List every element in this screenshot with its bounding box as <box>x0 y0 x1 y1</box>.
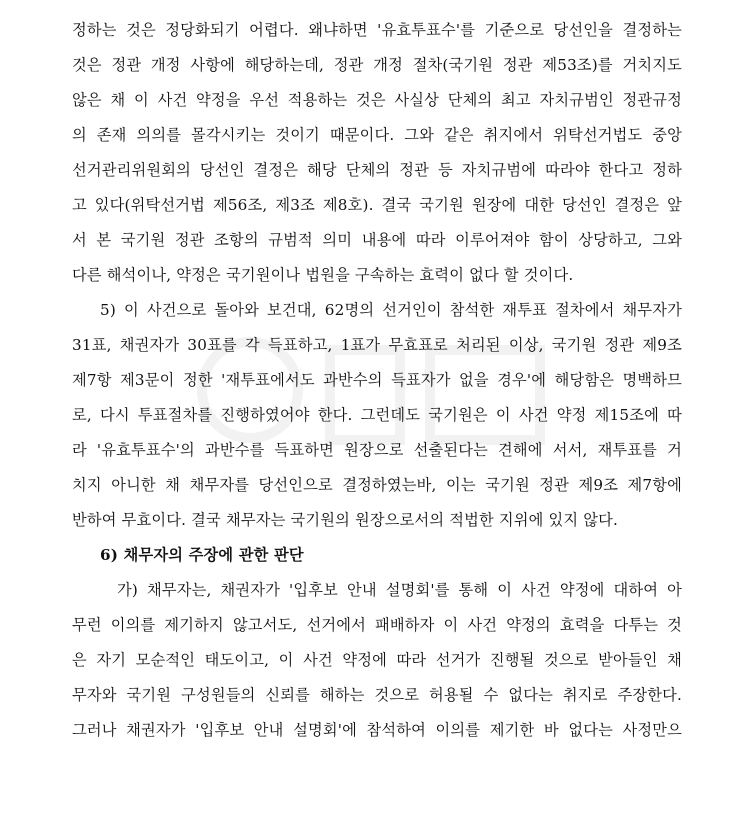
body-text-line: 31표, 채권자가 30표를 각 득표하고, 1표가 무효표로 처리된 이상, 국기원 정관 제9조 <box>72 336 682 354</box>
body-text-line: 무자와 국기원 구성원들의 신뢰를 해하는 것으로 허용될 수 없다는 취지로 주장한다. <box>72 686 682 704</box>
body-text-line: 제7항 제3문이 정한 '재투표에서도 과반수의 득표자가 없을 경우'에 해당함은 명백하므 <box>72 371 682 389</box>
body-text-line: 서 본 국기원 정관 조항의 규범적 의미 내용에 따라 이루어져야 함이 상당하고, 그와 <box>72 231 682 249</box>
body-text-line: 라 '유효투표수'의 과반수를 득표하면 원장으로 선출된다는 견해에 서서, 재투표를 거 <box>72 441 682 459</box>
body-text-line: 정하는 것은 정당화되기 어렵다. 왜냐하면 '유효투표수'를 기준으로 당선인을 결정하는 <box>72 21 682 39</box>
body-text-line: 치지 아니한 채 채무자를 당선인으로 결정하였는바, 이는 국기원 정관 제9조 제7항에 <box>72 476 682 494</box>
body-text-line: 것은 정관 개정 사항에 해당하는데, 정관 개정 절차(국기원 정관 제53조)를 거치지도 <box>72 56 682 74</box>
body-text-line: 무런 이의를 제기하지 않고서도, 선거에서 패배하자 이 사건 약정의 효력을 다투는 것 <box>72 616 682 634</box>
body-text-line: 고 있다(위탁선거법 제56조, 제3조 제8호). 결국 국기원 원장에 대한 당선인 결정은 앞 <box>72 196 682 214</box>
paragraph-ga-start: 가) 채무자는, 채권자가 '입후보 안내 설명회'를 통해 이 사건 약정에 대하여 아 <box>117 581 682 599</box>
body-text-line: 다른 해석이나, 약정은 국기원이나 법원을 구속하는 효력이 없다 할 것이다. <box>72 266 574 284</box>
section-heading-6: 6) 채무자의 주장에 관한 판단 <box>100 546 304 564</box>
watermark-logo <box>190 300 590 500</box>
body-text-line: 선거관리위원회의 당선인 결정은 해당 단체의 정관 등 자치규범에 따라야 한다고 정하 <box>72 161 682 179</box>
body-text-line: 않은 채 이 사건 약정을 우선 적용하는 것은 사실상 단체의 최고 자치규범인 정관규정 <box>72 91 682 109</box>
paragraph-5-start: 5) 이 사건으로 돌아와 보건대, 62명의 선거인이 참석한 재투표 절차에서 채무자가 <box>100 301 682 319</box>
body-text-line: 로, 다시 투표절차를 진행하였어야 한다. 그런데도 국기원은 이 사건 약정 제15조에 따 <box>72 406 682 424</box>
body-text-line: 은 자기 모순적인 태도이고, 이 사건 약정에 따라 선거가 진행될 것으로 받아들인 채 <box>72 651 682 669</box>
body-text-line: 의 존재 의의를 몰각시키는 것이기 때문이다. 그와 같은 취지에서 위탁선거법도 중앙 <box>72 126 682 144</box>
body-text-line: 반하여 무효이다. 결국 채무자는 국기원의 원장으로서의 적법한 지위에 있지 않다. <box>72 511 619 529</box>
body-text-line: 그러나 채권자가 '입후보 안내 설명회'에 참석하여 이의를 제기한 바 없다는 사정만으 <box>72 721 682 739</box>
